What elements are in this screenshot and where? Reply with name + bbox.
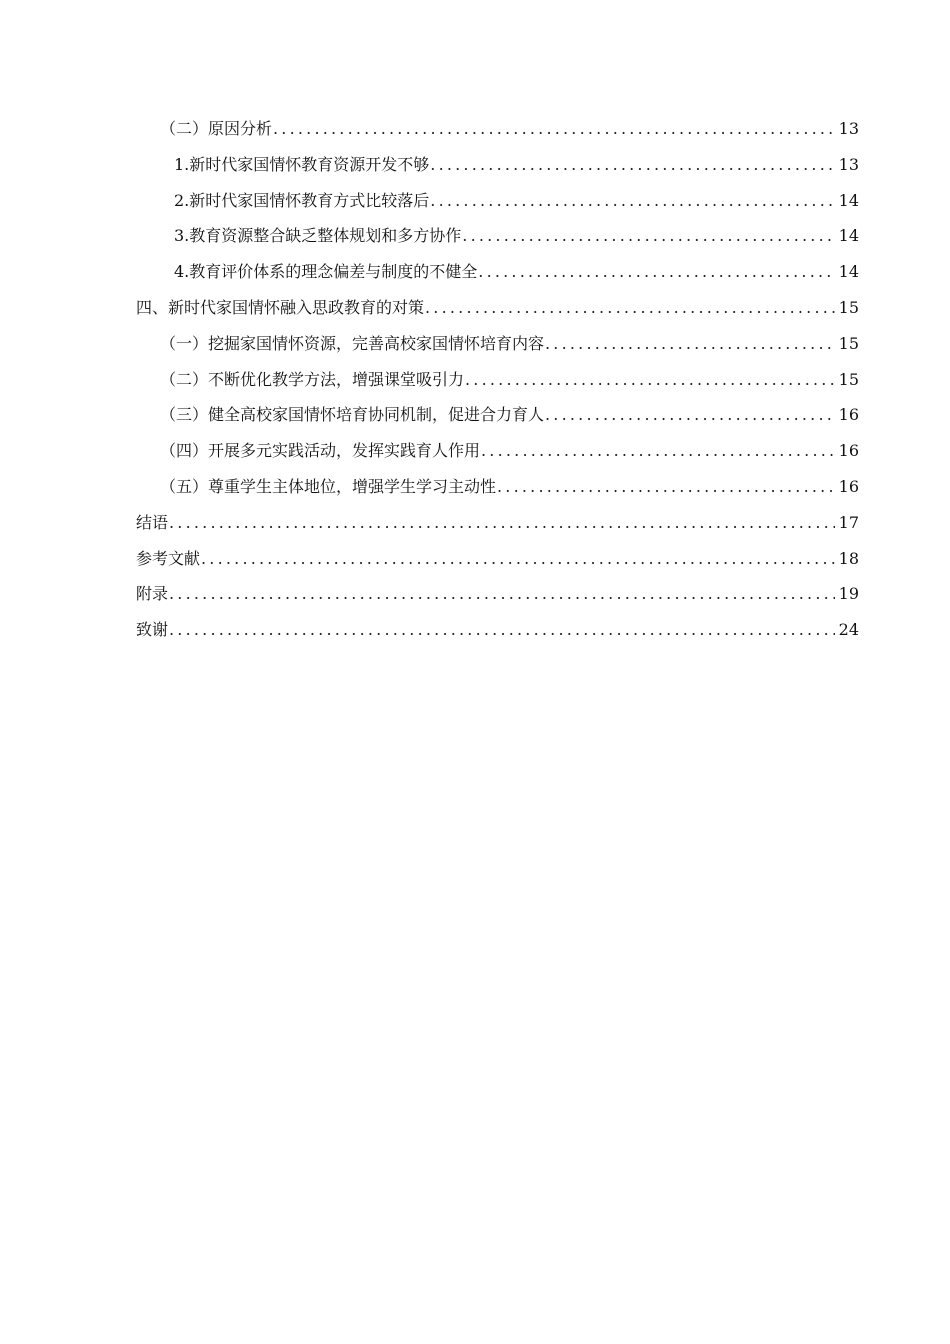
toc-entry[interactable] (136, 147, 859, 183)
toc-entry-page: 15 (838, 333, 859, 353)
toc-entry[interactable] (136, 612, 859, 648)
toc-entry[interactable] (136, 433, 859, 469)
toc-entry[interactable] (136, 218, 859, 254)
toc-entry-title: 附录 (136, 584, 169, 604)
toc-entry-page: 17 (838, 512, 859, 532)
toc-entry[interactable] (136, 469, 859, 505)
dot-leader (545, 326, 835, 362)
toc-entry-page: 16 (838, 476, 859, 496)
dot-leader (481, 433, 835, 469)
toc-entry-page: 19 (838, 584, 859, 604)
dot-leader (169, 576, 835, 612)
toc-entry-title: 致谢 (136, 620, 169, 640)
toc-entry[interactable] (136, 362, 859, 398)
toc-entry-page: 13 (838, 154, 859, 174)
dot-leader (478, 254, 834, 290)
toc-entry-title: （四）开展多元实践活动，发挥实践育人作用 (160, 441, 481, 461)
toc-entry-title: 3.教育资源整合缺乏整体规划和多方协作 (174, 226, 462, 246)
toc-entry-page: 13 (838, 119, 859, 138)
dot-leader (545, 397, 835, 433)
toc-entry-title: 参考文献 (136, 548, 201, 568)
table-of-contents (136, 111, 859, 648)
toc-entry[interactable] (136, 254, 859, 290)
toc-entry-title: 结语 (136, 512, 169, 532)
dot-leader (465, 362, 835, 398)
toc-entry[interactable] (136, 326, 859, 362)
toc-entry-title: 四、新时代家国情怀融入思政教育的对策 (136, 297, 425, 317)
toc-entry-title: （五）尊重学生主体地位，增强学生学习主动性 (160, 476, 497, 496)
dot-leader (169, 612, 835, 648)
toc-entry[interactable] (136, 576, 859, 612)
toc-entry[interactable] (136, 397, 859, 433)
toc-entry-page: 14 (838, 190, 859, 210)
toc-entry-title: （一）挖掘家国情怀资源，完善高校家国情怀培育内容 (160, 333, 545, 353)
toc-entry-title: （二）原因分析 (160, 119, 273, 138)
dot-leader (497, 469, 835, 505)
toc-entry-page: 24 (838, 620, 859, 640)
dot-leader (273, 111, 835, 147)
toc-entry-title: 2.新时代家国情怀教育方式比较落后 (174, 190, 430, 210)
toc-entry-page: 18 (838, 548, 859, 568)
dot-leader (430, 183, 834, 219)
dot-leader (430, 147, 834, 183)
toc-entry-page: 16 (838, 405, 859, 425)
dot-leader (169, 505, 835, 541)
dot-leader (425, 290, 835, 326)
toc-entry-title: （三）健全高校家国情怀培育协同机制，促进合力育人 (160, 405, 545, 425)
toc-entry-title: （二）不断优化教学方法，增强课堂吸引力 (160, 369, 465, 389)
toc-entry[interactable] (136, 290, 859, 326)
toc-entry[interactable] (136, 505, 859, 541)
toc-entry[interactable] (136, 111, 859, 147)
dot-leader (201, 541, 835, 577)
toc-entry-page: 15 (838, 297, 859, 317)
toc-entry[interactable] (136, 183, 859, 219)
toc-entry-page: 15 (838, 369, 859, 389)
toc-entry-page: 14 (838, 226, 859, 246)
toc-entry[interactable] (136, 541, 859, 577)
toc-entry-page: 14 (838, 262, 859, 282)
toc-entry-page: 16 (838, 441, 859, 461)
dot-leader (462, 218, 834, 254)
toc-entry-title: 4.教育评价体系的理念偏差与制度的不健全 (174, 262, 478, 282)
toc-entry-title: 1.新时代家国情怀教育资源开发不够 (174, 154, 430, 174)
